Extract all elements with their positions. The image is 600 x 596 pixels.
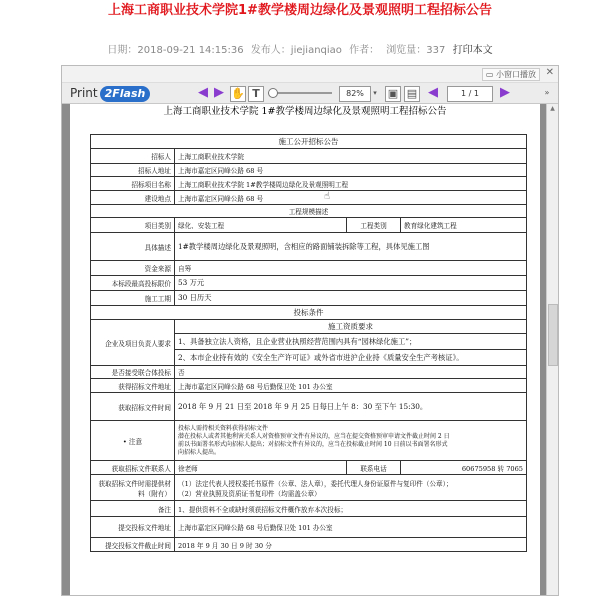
fund-value: 自筹 bbox=[175, 261, 527, 276]
phone-value: 60675958 转 7065 bbox=[401, 461, 527, 475]
document-title: 上海工商职业技术学院 1#教学楼周边绿化及景观照明工程招标公告 bbox=[163, 106, 447, 117]
category-label: 项目类别 bbox=[91, 218, 175, 233]
document-area[interactable] bbox=[62, 104, 547, 595]
qualification-2: 2、本市企业持有效的《安全生产许可证》或外省市进沪企业持《质量安全生产考核证》。 bbox=[175, 350, 527, 366]
phone-label: 联系电话 bbox=[347, 461, 401, 475]
consortium-label: 是否接受联合体投标 bbox=[91, 366, 175, 379]
article-meta bbox=[0, 44, 600, 58]
notice-header: 施工公开招标公告 bbox=[91, 135, 527, 149]
logo-badge: 2Flash bbox=[100, 86, 151, 102]
scroll-up-icon[interactable]: ▲ bbox=[550, 105, 555, 112]
content-value: 1#教学楼周边绿化及景观照明，含相应的路面铺装拆除等工程，具体见施工图 bbox=[175, 233, 527, 261]
zoom-slider[interactable] bbox=[268, 92, 332, 94]
publish-date: 日期：2018-09-21 14:15:36 bbox=[107, 45, 244, 56]
deadline-value: 2018 年 9 月 30 日 9 时 30 分 bbox=[175, 538, 527, 552]
more-tools-icon[interactable]: » bbox=[544, 88, 550, 97]
note-value bbox=[175, 421, 527, 461]
doc-address-value: 上海市嘉定区同峰公路 68 号后勤保卫处 101 办公室 bbox=[175, 379, 527, 393]
contact-value: 徐老师 bbox=[175, 461, 347, 475]
note-line-1: 投标人需持相关资料获得招标文件 bbox=[178, 424, 269, 432]
tenderer-address-value: 上海市嘉定区同峰公路 68 号 bbox=[175, 164, 527, 177]
zoom-input[interactable]: 82% bbox=[339, 86, 371, 102]
prev-page-icon[interactable]: ◀ bbox=[428, 85, 438, 100]
vertical-scrollbar[interactable] bbox=[546, 104, 558, 595]
tender-table bbox=[90, 134, 527, 552]
project-name-value: 上海工商职业技术学院 1#教学楼周边绿化及景观照明工程 bbox=[175, 177, 527, 191]
viewer-toolbar bbox=[62, 83, 558, 104]
submit-address-label: 提交投标文件地址 bbox=[91, 517, 175, 538]
remark-label: 备注 bbox=[91, 501, 175, 517]
tenderer-address-label: 招标人地址 bbox=[91, 164, 175, 177]
tenderer-label: 招标人 bbox=[91, 149, 175, 164]
doc-time-label: 获取招标文件时间 bbox=[91, 393, 175, 421]
fit-page-icon[interactable]: ▣ bbox=[385, 86, 401, 102]
hand-cursor-icon: ☝ bbox=[324, 191, 331, 202]
text-select-icon[interactable] bbox=[248, 86, 264, 102]
prev-arrow-icon[interactable]: ◀ bbox=[198, 85, 208, 100]
tenderer-value: 上海工商职业技术学院 bbox=[175, 149, 527, 164]
fit-width-icon[interactable]: ▤ bbox=[404, 86, 420, 102]
scrollbar-thumb[interactable] bbox=[548, 304, 558, 366]
note-line-4: 向招标人提出。 bbox=[178, 448, 221, 456]
materials-value bbox=[175, 475, 527, 501]
materials-line-2: （2）营业执照及资质证书复印件（均需盖公章） bbox=[178, 489, 321, 498]
logo-text: Print bbox=[70, 86, 98, 100]
doc-time-value: 2018 年 9 月 21 日至 2018 年 9 月 25 日每日上午 8：30 至下午 15:30。 bbox=[175, 393, 527, 421]
author: 作者： bbox=[349, 45, 380, 56]
submit-address-value: 上海市嘉定区同峰公路 68 号后勤保卫处 101 办公室 bbox=[175, 517, 527, 538]
monitor-icon: ▭ bbox=[485, 70, 494, 79]
max-price-value: 53 万元 bbox=[175, 276, 527, 291]
period-value: 30 日历天 bbox=[175, 291, 527, 306]
viewer-top-bar bbox=[62, 66, 558, 83]
project-name-label: 招标项目名称 bbox=[91, 177, 175, 191]
hand-tool-icon[interactable]: ✋ bbox=[231, 87, 245, 100]
materials-label: 获取招标文件时需提供材料（附有） bbox=[91, 475, 175, 501]
contact-label: 获取招标文件联系人 bbox=[91, 461, 175, 475]
note-line-2: 潜在投标人或者其他利害关系人对资格预审文件有异议的，应当在提交资格预审申请文件截止时间 2 日 bbox=[178, 432, 450, 440]
view-count: 浏览量：337 bbox=[386, 45, 446, 56]
category-value: 绿化、安装工程 bbox=[175, 218, 347, 233]
qualification-header: 施工资质要求 bbox=[175, 320, 527, 334]
note-line-3: 前以书面署名形式向招标人提出；对招标文件有异议的，应当在投标截止时间 10 日前以书面署名形式 bbox=[178, 440, 448, 448]
location-value: 上海市嘉定区同峰公路 68 号 bbox=[175, 191, 527, 205]
document-page bbox=[70, 104, 540, 595]
next-page-icon[interactable]: ▶ bbox=[500, 85, 510, 100]
content-label: 具体描述 bbox=[91, 233, 175, 261]
conditions-header: 投标条件 bbox=[91, 306, 527, 320]
page-title: 上海工商职业技术学院1#教学楼周边绿化及景观照明工程招标公告 bbox=[108, 3, 492, 18]
flash-document-viewer bbox=[61, 65, 559, 596]
engineering-class-label: 工程类别 bbox=[347, 218, 401, 233]
note-label: • 注意 bbox=[91, 421, 175, 461]
publisher: 发布人：jiejianqiao bbox=[250, 45, 342, 56]
doc-address-label: 获得招标文件地址 bbox=[91, 379, 175, 393]
print-link[interactable]: 打印本文 bbox=[452, 45, 493, 56]
fund-label: 资金来源 bbox=[91, 261, 175, 276]
location-label: 建设地点 bbox=[91, 191, 175, 205]
engineering-class-value: 教育绿化建筑工程 bbox=[401, 218, 527, 233]
period-label: 施工工期 bbox=[91, 291, 175, 306]
close-icon[interactable]: ✕ bbox=[545, 67, 554, 78]
remark-value: 1、提供资料不全或缺时须获招标文件概作放弃本次投标； bbox=[175, 501, 527, 517]
materials-line-1: （1）法定代表人授权委托书原件（公章、法人章），委托代理人身份证原件与复印件（公章）； bbox=[178, 479, 453, 488]
scale-header: 工程规模描述 bbox=[91, 205, 527, 218]
zoom-dropdown-icon[interactable]: ▾ bbox=[373, 89, 377, 97]
qualification-label: 企业及项目负责人要求 bbox=[91, 320, 175, 366]
consortium-value: 否 bbox=[175, 366, 527, 379]
max-price-label: 本标段最高投标限价 bbox=[91, 276, 175, 291]
deadline-label: 提交投标文件截止时间 bbox=[91, 538, 175, 552]
text-tool-glyph: T bbox=[252, 87, 260, 100]
small-window-button[interactable] bbox=[482, 68, 540, 81]
print2flash-logo bbox=[70, 85, 150, 102]
next-arrow-icon[interactable]: ▶ bbox=[214, 85, 224, 100]
page-counter[interactable]: 1 / 1 bbox=[447, 86, 493, 102]
small-window-label: 小窗口播放 bbox=[496, 70, 536, 79]
zoom-slider-knob[interactable] bbox=[268, 88, 278, 98]
qualification-1: 1、具备独立法人资格，且企业营业执照经营范围内具有“园林绿化施工”； bbox=[175, 334, 527, 350]
